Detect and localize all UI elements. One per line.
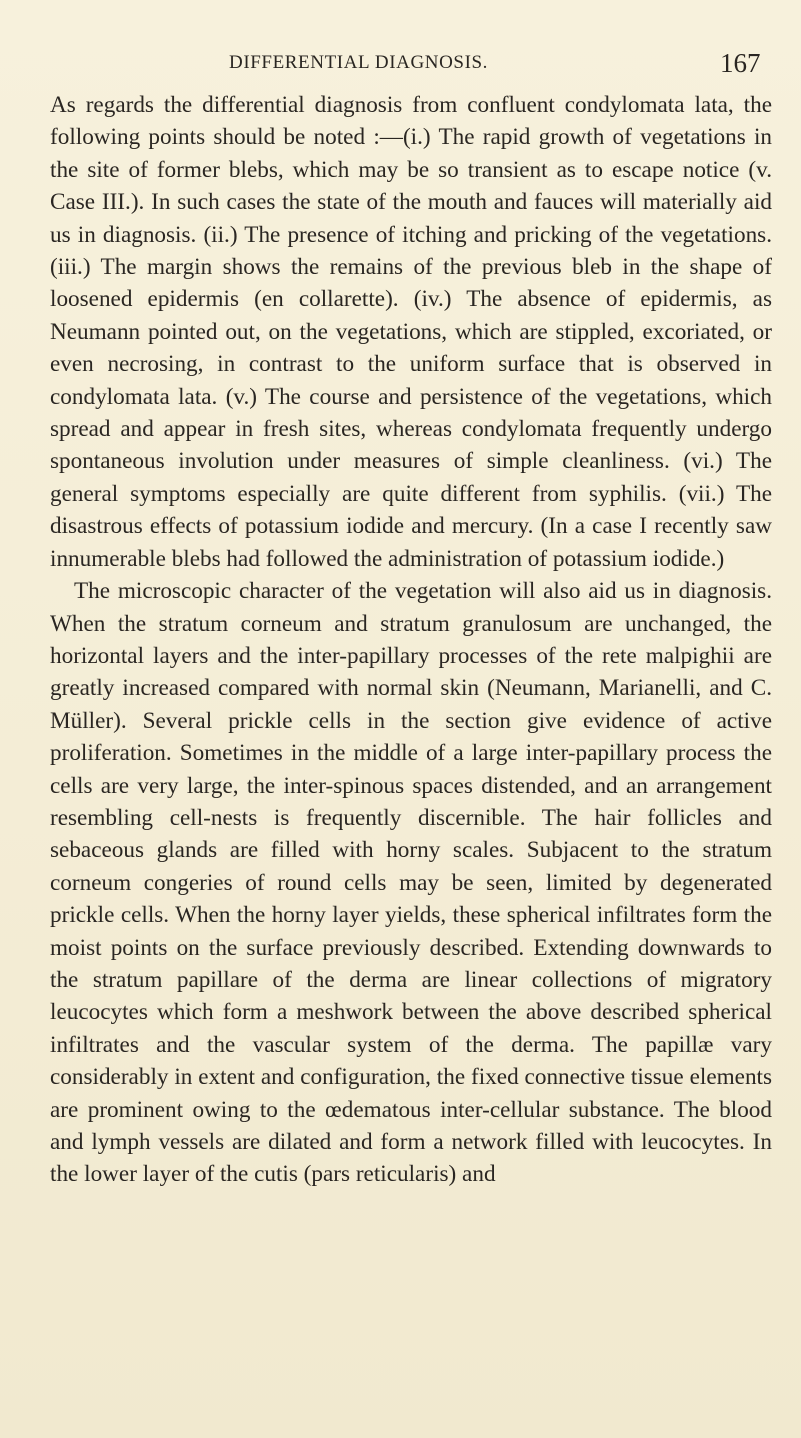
paragraph-microscopic-character: The microscopic character of the vegetation will also aid us in diagnosis. When the stratum corneum and stratum granulosum are unchanged, the horizontal layers and the inter-papillary processes of the rete malpighii are greatly increased compared with normal skin (Neumann, Marianelli, and C. Müller). Several prickle cells in the section give evidence of active proliferation. Sometimes in the middle of a large inter-papillary process the cells are very large, the inter-spinous spaces distended, and an arrangement resembling cell-nests is frequently discernible. The hair follicles and sebaceous glands are filled with horny scales. Subjacent to the stratum corneum congeries of round cells may be seen, limited by degenerated prickle cells. When the horny layer yields, these spherical infiltrates form the moist points on the surface previously described. Extending downwards to the stratum papillare of the derma are linear collections of migratory leucocytes which form a meshwork between the above described spherical infiltrates and the vascular system of the derma. The papillæ vary considerably in extent and configuration, the fixed connective tissue elements are prominent owing to the œdematous inter-cellular substance. The blood and lymph vessels are dilated and form a network filled with leucocytes. In the lower layer of the cutis (pars reticularis) and <box>50 578 772 1188</box>
page-header <box>0 48 801 88</box>
paragraph-differential-points: As regards the differential diagnosis from confluent condylomata lata, the following points should be noted :—(i.) The rapid growth of vegetations in the site of former blebs, which may be so transient as to escape notice (v. Case III.). In such cases the state of the mouth and fauces will materially aid us in diagnosis. (ii.) The presence of itching and pricking of the vegetations. (iii.) The margin shows the remains of the previous bleb in the shape of loosened epidermis (en collarette). (iv.) The absence of epidermis, as Neumann pointed out, on the vegetations, which are stippled, excoriated, or even necrosing, in contrast to the uniform surface that is observed in condylomata lata. (v.) The course and persistence of the vegetations, which spread and appear in fresh sites, whereas condylomata frequently undergo spontaneous involution under measures of simple cleanliness. (vi.) The general symptoms especially are quite different from syphilis. (vii.) The disastrous effects of potassium iodide and mercury. (In a case I recently saw innumerable blebs had followed the administration of potassium iodide.) <box>50 92 772 572</box>
page-number: 167 <box>720 48 761 78</box>
running-head: DIFFERENTIAL DIAGNOSIS. <box>229 52 489 73</box>
body-text <box>50 89 772 1191</box>
